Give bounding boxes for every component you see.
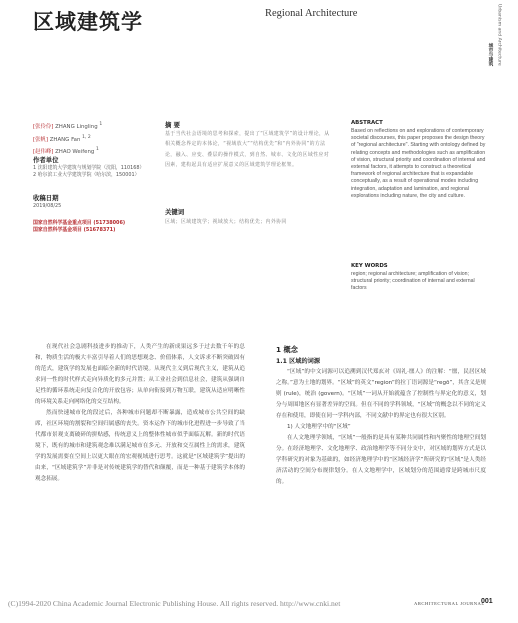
funding-info: 国家自然科学基金重点项目 (51738006) 国家自然科学基金项目 (51678371) <box>33 220 126 234</box>
section-label-en: Urbanism and Architecture <box>496 4 502 66</box>
affiliation-text: 1 沈阳建筑大学建筑与规划学院（沈阳，110168） 2 哈尔滨工业大学建筑学院（哈尔滨，150001） <box>33 165 145 179</box>
section-label-cn: 城市与建筑 <box>487 42 493 66</box>
section-label <box>486 4 508 70</box>
abstract-en-heading: ABSTRACT <box>351 120 383 126</box>
body-column-right <box>276 344 486 488</box>
affiliation-heading: 作者单位 <box>33 156 59 164</box>
page-title: 区域建筑学 <box>33 10 143 34</box>
body-column-left <box>35 342 245 485</box>
keywords-en-heading: KEY WORDS <box>351 263 388 269</box>
copyright-footer: (C)1994-2020 China Academic Journal Electronic Publishing House. All rights reserved. http://www.cnki.net <box>8 599 341 608</box>
author-item: [赵伟峰] ZHAO Weifeng $^1$ <box>33 147 99 155</box>
keywords-en-text: region; regional architecture; amplification of vision; structural priority; coordination of internal and external factors <box>351 271 475 292</box>
abstract-en-text: Based on reflections on and explorations of contemporary societal discourses, this paper proposes the design theory of "regional architecture". Starting with ontology defined by relating concepts and methodologies such as amplification of vision, structural priority and coordination of internal and external factors, it attempts to construct a theoretical framework of regional architecture that is expandable conceptually, as a result of operational modes including integration, adaptation and lamination, and regional explorations including nature, the city and culture. <box>351 128 486 199</box>
body-paragraph: “区域”的中文词源可以追溯到汉代郑玄对《周礼·廛人》的注解：“廛，民居区域之称。”意为土地的划界。“区域”的英文“region”的拉丁语词源是“regō”，其含义是规则 (rule)，统治 (govern)。“区域”一词从开始就蕴含了控制性与界定化的意义，划分与周围地区有显著差异的空间。但在不同的学科领域，“区域”的概念以不同的定义存在和使用，即使在同一学科内部，不同文献中的界定也有很大区别。 <box>276 369 486 419</box>
body-paragraph: 然而快速城市化的段过后，各种城市问题却不断暴露，造成城市公共空间的缺席，社区环境的割裂和空间归属感的丧失。资本运作下的城市化进程进一步导致了当代都市景观支离破碎的拼贴感，传统意义上的整体性城市似乎面临瓦解。新的时代语境下，既有的城市和建筑观念难以满足城市在多元、开放和交互属性上的需求，建筑学的发展需要在空间上以更大眼在的宏观视域进行思考。这就是“区域建筑学”提出的由来，“区域建筑学”并非是对传统建筑学的替代和颠覆，而是一种基于建筑学本体的观念拓展。 <box>35 410 245 482</box>
received-heading: 收稿日期 <box>33 194 59 202</box>
received-date: 2019/08/25 <box>33 203 62 209</box>
subsection-heading: 1.1 区域的词源 <box>276 358 321 365</box>
body-paragraph: 在人文地理学领域，“区域”一般指的是具有某种共同属性和内聚性的地理空间划分。在经济地理学、文化地理学、政治地理学等不同分支中，对区域的划界方式是以学科研究的对象为基础的，如经济地理学中的“区域经济学”所研究的“区域”是人类经济活动的空间分布规律划分。在人文地理学中，区域划分的范围通常是跨城市尺度的。 <box>276 435 486 485</box>
abstract-cn-text: 基于当代社会语境的思考和探索，提出了“区域建筑学”的设计理论，从相关概念界定的本体论，“视域放大”“结构优先”和“内外协同”的方法论，融入、应变、叠层的操作模式，到自然、城市、文化的区域性应对因素，建构起具有适应扩展意义的区域建筑学理论框架。 <box>165 131 330 168</box>
author-item: [张伶伶] ZHANG Lingling $^1$ <box>33 122 103 130</box>
author-list <box>33 120 102 158</box>
sub-subsection-heading: 1) 人文地理学中的“区域” <box>287 424 351 430</box>
page-number: 001 <box>481 598 493 605</box>
keywords-cn-text: 区域；区域建筑学；视域放大；结构优先；内外协同 <box>165 219 287 225</box>
abstract-cn-heading: 摘 要 <box>165 121 181 129</box>
body-paragraph: 在现代社会急剧科技进步的推动下，人类产生的新成果远多于过去数千年的总和，物质生活的极大丰富引导着人们的思想观念、价值体系，人文诉求不断突破固有的范式，建筑学的发展也面临全新的时代语境。从现代主义到后现代主义，建筑从追求同一性的时代样式走向异质化的多元并置；从工业社会到信息社会，建筑从强调自足性的循环系统走向复合化的开放包容；从单向衔接到万物互联，建筑从适应明晰性的环境关系走向网络化的交互结构。 <box>35 344 245 405</box>
journal-name: ARCHITECTURAL JOURNAL <box>414 601 485 606</box>
keywords-cn-heading: 关键词 <box>165 208 185 216</box>
page-title-en: Regional Architecture <box>265 8 358 19</box>
author-item: [张帆] ZHANG Fan $^{1, 2}$ <box>33 134 91 143</box>
section-heading: 1 概念 <box>276 345 298 354</box>
